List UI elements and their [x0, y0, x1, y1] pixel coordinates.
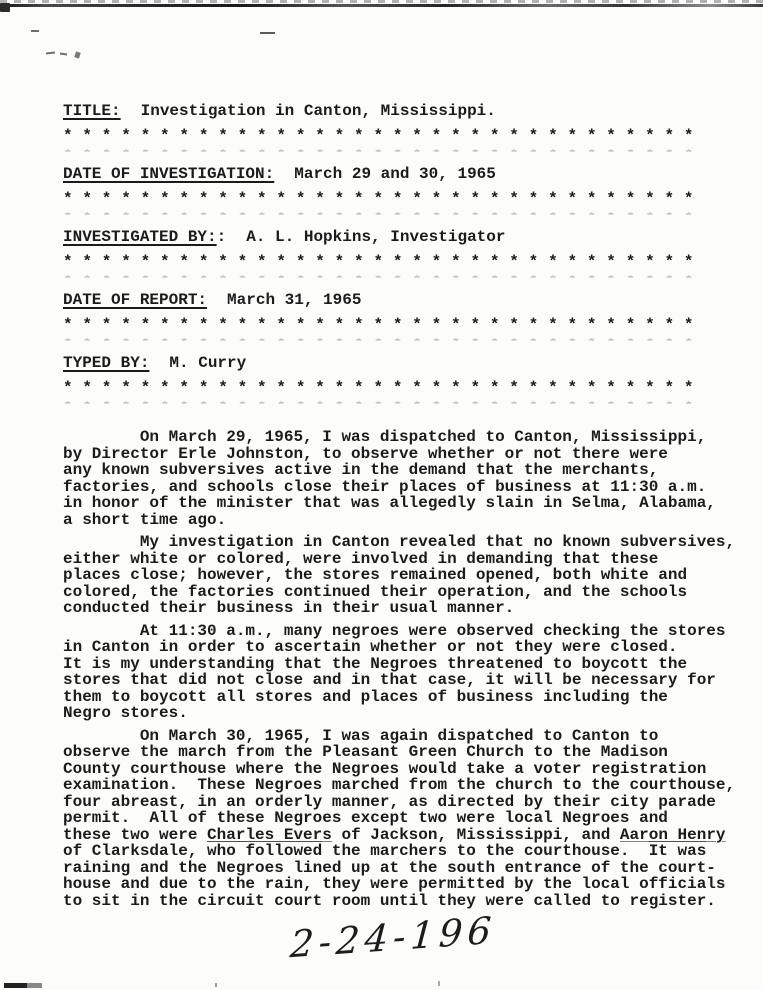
scan-bottom-tick: [438, 981, 440, 986]
text-line: in honor of the minister that was allegedly slain in Selma, Alabama,: [63, 494, 716, 512]
handwritten-page-number: 2-24-196: [288, 908, 498, 967]
text-line: At 11:30 a.m., many negroes were observed checking the stores: [63, 621, 726, 640]
text-line: them to boycott all stores and places of business including the: [63, 687, 668, 706]
scan-smudge: [31, 30, 39, 32]
document-body: [63, 429, 743, 909]
separator-asterisks: * * * * * * * * * * * * * * * * * * * * * * * * * * * * * * * * *: [63, 253, 694, 271]
separator-ghost-impression: [63, 148, 743, 158]
text-line: places close; however, the stores remained opened, both white and: [63, 566, 688, 584]
scan-smudge: [260, 32, 275, 34]
separator-ghost-marks: * * * * * * * * * * * * * * * * * * * * * * * * * * * * * * * * *: [63, 148, 694, 156]
separator-ghost-marks: * * * * * * * * * * * * * * * * * * * * * * * * * * * * * * * * *: [63, 211, 694, 219]
separator-ghost-impression: [63, 400, 743, 410]
text-line: house and due to the rain, they were permitted by the local officials: [63, 875, 726, 893]
text-line: by Director Erle Johnston, to observe whether or not there were: [63, 444, 668, 463]
field-value: Investigation in Canton, Mississippi.: [140, 102, 496, 120]
scan-edge-line: [0, 4, 763, 7]
field-label-suffix: :: [216, 228, 227, 246]
header-field: [63, 103, 743, 120]
text-line: My investigation in Canton revealed that no known subversives,: [63, 533, 736, 551]
header-field: [63, 229, 743, 246]
separator-asterisks: * * * * * * * * * * * * * * * * * * * * * * * * * * * * * * * * *: [63, 127, 694, 145]
annotation-underline: Charles Evers: [207, 825, 332, 844]
separator-asterisks: * * * * * * * * * * * * * * * * * * * * * * * * * * * * * * * * *: [63, 316, 694, 334]
text-line: County courthouse where the Negroes would take a voter registration: [63, 759, 707, 778]
scan-smudge: [74, 51, 81, 58]
field-label: DATE OF INVESTIGATION:: [63, 165, 275, 183]
header-field: [63, 292, 743, 309]
text-line: either white or colored, were involved in demanding that these: [63, 549, 659, 568]
field-value: March 31, 1965: [227, 291, 362, 309]
scan-smudge: [60, 53, 67, 56]
field-value: M. Curry: [169, 354, 247, 372]
text-line: of Clarksdale, who followed the marchers to the courthouse. It was: [63, 842, 707, 860]
separator-ghost-impression: [63, 337, 743, 347]
scan-edge-dashes: [0, 0, 763, 3]
text-line: stores that did not close and in that case, it will be necessary for: [63, 671, 716, 689]
field-label: TITLE:: [63, 102, 121, 120]
text-line: any known subversives active in the demand that the merchants,: [63, 461, 659, 479]
paragraph: [63, 623, 743, 722]
document-header: [63, 103, 743, 410]
text-line: permit. All of these Negroes except two were local Negroes and: [63, 809, 668, 827]
field-label: INVESTIGATED BY:: [63, 228, 217, 246]
field-label: DATE OF REPORT:: [63, 291, 208, 309]
text-line: On March 30, 1965, I was again dispatched to Canton to: [63, 726, 659, 745]
field-value: March 29 and 30, 1965: [294, 165, 496, 183]
scan-corner-blob: [0, 3, 10, 12]
text-line: conducted their business in their usual manner.: [63, 599, 515, 617]
field-label: TYPED BY:: [63, 354, 150, 372]
text-line: colored, the factories continued their operation, and the schools: [63, 582, 688, 601]
text-line: observe the march from the Pleasant Green Church to the Madison: [63, 743, 668, 761]
text-line: It is my understanding that the Negroes threatened to boycott the: [63, 654, 688, 673]
separator-asterisks: * * * * * * * * * * * * * * * * * * * * * * * * * * * * * * * * *: [63, 379, 694, 397]
text-line: these two were Charles Evers of Jackson, Mississippi, and Aaron Henry: [63, 825, 726, 844]
text-line: in Canton in order to ascertain whether or not they were closed.: [63, 638, 678, 656]
header-field: [63, 166, 743, 183]
annotation-overline: It was: [648, 842, 707, 860]
separator-ghost-impression: [63, 211, 743, 221]
separator-ghost-impression: [63, 274, 743, 284]
text-line: factories, and schools close their places of business at 11:30 a.m.: [63, 477, 707, 496]
separator-ghost-marks: * * * * * * * * * * * * * * * * * * * * * * * * * * * * * * * * *: [63, 337, 694, 345]
text-line: On March 29, 1965, I was dispatched to Canton, Mississippi,: [63, 428, 707, 446]
text-line: to sit in the circuit court room until they were called to register.: [63, 891, 716, 910]
text-line: four abreast, in an orderly manner, as directed by their city parade: [63, 792, 716, 811]
paragraph: [63, 534, 743, 617]
text-line: a short time ago.: [63, 510, 227, 529]
field-value: A. L. Hopkins, Investigator: [246, 228, 506, 246]
scan-bottom-tick: [215, 983, 217, 987]
scan-smudge: [46, 52, 55, 55]
separator-ghost-marks: * * * * * * * * * * * * * * * * * * * * * * * * * * * * * * * * *: [63, 274, 694, 282]
text-line: examination. These Negroes marched from the church to the courthouse,: [63, 776, 736, 794]
separator-ghost-marks: * * * * * * * * * * * * * * * * * * * * * * * * * * * * * * * * *: [63, 400, 694, 408]
text-line: raining and the Negroes lined up at the south entrance of the court-: [63, 858, 716, 877]
annotation-underline: Aaron Henry: [619, 825, 726, 844]
paragraph: [63, 728, 743, 910]
annotation-overline: who followed: [207, 842, 323, 860]
paragraph: [63, 429, 743, 528]
separator-asterisks: * * * * * * * * * * * * * * * * * * * * * * * * * * * * * * * * *: [63, 190, 694, 208]
header-field: [63, 355, 743, 372]
scan-bottom-mark: [4, 983, 42, 988]
typed-content: [63, 103, 743, 909]
text-line: Negro stores.: [63, 704, 188, 722]
